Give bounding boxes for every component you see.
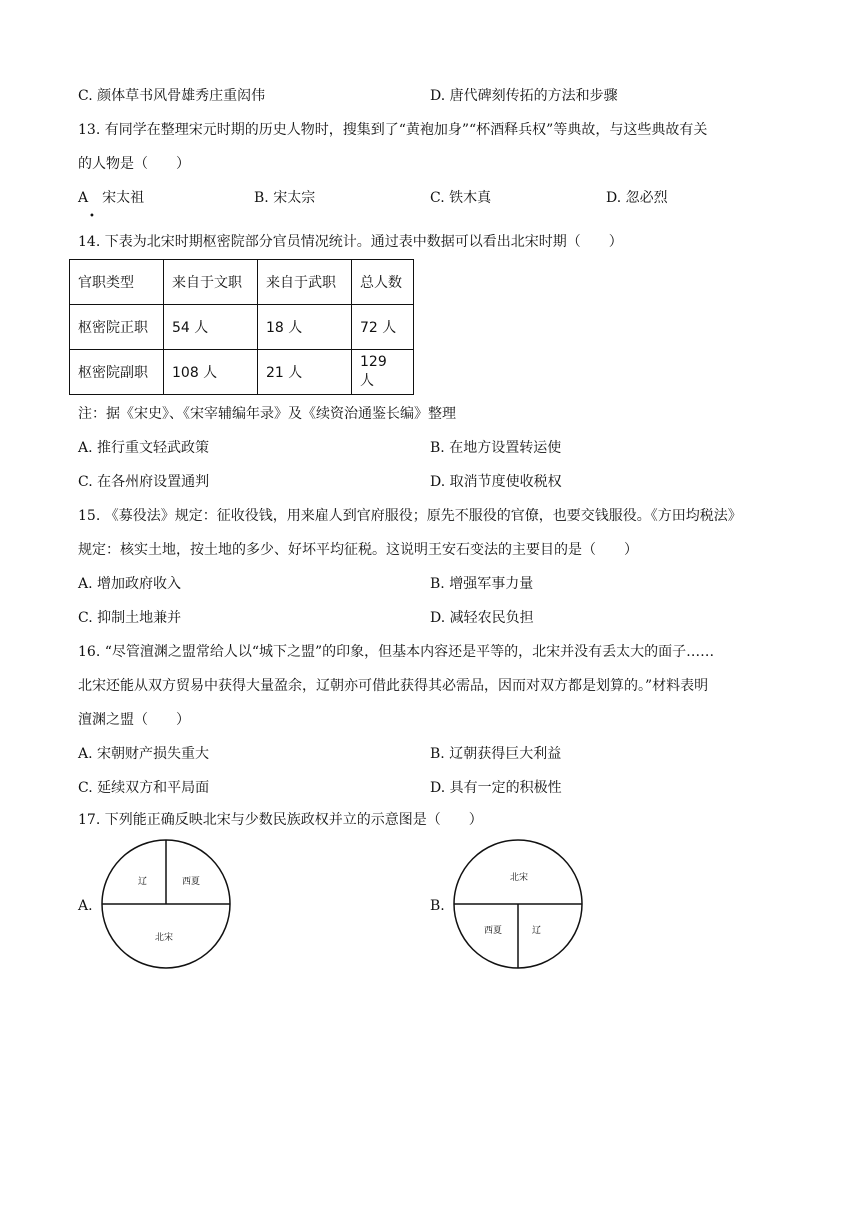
q16-stem-line3: 澶渊之盟（ ）	[78, 712, 190, 728]
q15-option-b: B. 增强军事力量	[430, 576, 534, 592]
q14-option-a: A. 推行重文轻武政策	[78, 440, 210, 456]
table-header-cell: 官职类型	[70, 260, 164, 305]
q15-option-c: C. 抑制土地兼并	[78, 610, 182, 626]
diagram-a	[100, 838, 232, 970]
q16-stem-line2: 北宋还能从双方贸易中获得大量盈余，辽朝亦可借此获得其必需品，因而对双方都是划算的。”材料表明	[78, 678, 709, 694]
table-cell: 72 人	[352, 305, 414, 350]
diagram-b-label-beisong: 北宋	[510, 873, 529, 883]
diagram-a-label-xixia: 西夏	[182, 877, 201, 887]
q16-stem-line1: 16. “尽管澶渊之盟常给人以“城下之盟”的印象，但基本内容还是平等的，北宋并没有丢太大的面子……	[78, 644, 715, 660]
table-cell: 21 人	[258, 350, 352, 395]
q13-option-d: D. 忽必烈	[606, 190, 668, 206]
table-cell: 108 人	[164, 350, 258, 395]
q17-option-b-label: B.	[430, 898, 445, 914]
q17-stem: 17. 下列能正确反映北宋与少数民族政权并立的示意图是（ ）	[78, 812, 483, 828]
table-cell: 枢密院副职	[70, 350, 164, 395]
q14-note: 注：据《宋史》、《宋宰辅编年录》及《续资治通鉴长编》整理	[78, 406, 456, 422]
officials-table	[69, 259, 414, 395]
q14-option-d: D. 取消节度使收税权	[430, 474, 562, 490]
q15-option-a: A. 增加政府收入	[78, 576, 182, 592]
q14-option-b: B. 在地方设置转运使	[430, 440, 562, 456]
table-row	[70, 350, 414, 395]
q13-stem-line1: 13. 有同学在整理宋元时期的历史人物时，搜集到了“黄袍加身”“杯酒释兵权”等典故，与这些典故有关	[78, 122, 708, 138]
q15-stem-line2: 规定：核实土地，按土地的多少、好坏平均征税。这说明王安石变法的主要目的是（ ）	[78, 542, 638, 558]
q13-option-a: A 宋太祖	[78, 190, 145, 206]
q14-option-c: C. 在各州府设置通判	[78, 474, 210, 490]
q16-option-d: D. 具有一定的积极性	[430, 780, 562, 796]
table-cell: 18 人	[258, 305, 352, 350]
table-header-cell: 来自于文职	[164, 260, 258, 305]
q15-stem-line1: 15. 《募役法》规定：征收役钱，用来雇人到官府服役；原先不服役的官僚，也要交钱服役。《方田均税法》	[78, 508, 742, 524]
q16-option-c: C. 延续双方和平局面	[78, 780, 210, 796]
q14-stem: 14. 下表为北宋时期枢密院部分官员情况统计。通过表中数据可以看出北宋时期（ ）	[78, 234, 623, 250]
q17-option-a-label: A.	[78, 898, 93, 914]
q12-option-c: C. 颜体草书风骨雄秀庄重闳伟	[78, 88, 266, 104]
diagram-b-label-liao: 辽	[532, 926, 542, 936]
table-header-row	[70, 260, 414, 305]
q12-option-d: D. 唐代碑刻传拓的方法和步骤	[430, 88, 618, 104]
table-header-cell: 来自于武职	[258, 260, 352, 305]
diagram-a-label-liao: 辽	[138, 877, 148, 887]
table-cell: 54 人	[164, 305, 258, 350]
q13-option-b: B. 宋太宗	[254, 190, 316, 206]
q16-option-a: A. 宋朝财产损失重大	[78, 746, 210, 762]
table-row	[70, 305, 414, 350]
q13-stem-line2: 的人物是（ ）	[78, 156, 190, 172]
table-cell: 枢密院正职	[70, 305, 164, 350]
q13-option-c: C. 铁木真	[430, 190, 492, 206]
emphasis-dot: •	[89, 211, 95, 222]
q16-option-b: B. 辽朝获得巨大利益	[430, 746, 562, 762]
diagram-b	[452, 838, 584, 970]
diagram-b-label-xixia: 西夏	[484, 926, 503, 936]
diagram-a-label-beisong: 北宋	[155, 933, 174, 943]
table-cell: 129 人	[352, 350, 414, 395]
q15-option-d: D. 减轻农民负担	[430, 610, 534, 626]
table-header-cell: 总人数	[352, 260, 414, 305]
